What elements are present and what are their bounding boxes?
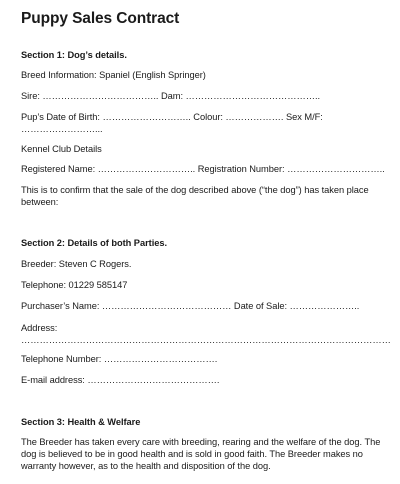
birth-colour-sex-fields: Pup’s Date of Birth: ……………………….. Colour: ………………. Sex M/F: — [21, 112, 323, 122]
registered-name-number-fields: Registered Name: ………………………….. Registration Number: ………………………….. — [21, 164, 385, 174]
breed-information: Breed Information: Spaniel (English Springer) — [21, 70, 206, 80]
breeder-name: Breeder: Steven C Rogers. — [21, 259, 132, 269]
section-3-heading: Section 3: Health & Welfare — [21, 417, 141, 427]
document-title: Puppy Sales Contract — [21, 10, 180, 27]
sale-confirmation-text: This is to confirm that the sale of the dog described above (“the dog”) has taken place between: — [21, 185, 369, 207]
section-2-heading: Section 2: Details of both Parties. — [21, 238, 167, 248]
email-address-field: E-mail address: ……………………………………. — [21, 375, 220, 385]
breeder-telephone: Telephone: 01229 585147 — [21, 280, 128, 290]
address-field: ………………………………………………………………………………………………………… — [21, 335, 391, 345]
health-welfare-text: The Breeder has taken every care with breeding, rearing and the welfare of the dog. The dog is believed to be in good health and is sold in good faith. The Breeder makes no warranty however, as to the health and disposition of the dog. — [21, 437, 381, 471]
birth-colour-sex-continuation: ……………………... — [21, 124, 103, 134]
purchaser-name-date-fields: Purchaser’s Name: …………………………………… Date of Sale: ………………….. — [21, 301, 360, 311]
address-label: Address: — [21, 323, 58, 333]
kennel-club-details: Kennel Club Details — [21, 144, 102, 154]
sire-dam-fields: Sire: ……………………………….. Dam: …………………………………….. — [21, 91, 321, 101]
telephone-number-field: Telephone Number: ………………………………. — [21, 354, 218, 364]
section-1-heading: Section 1: Dog’s details. — [21, 50, 127, 60]
